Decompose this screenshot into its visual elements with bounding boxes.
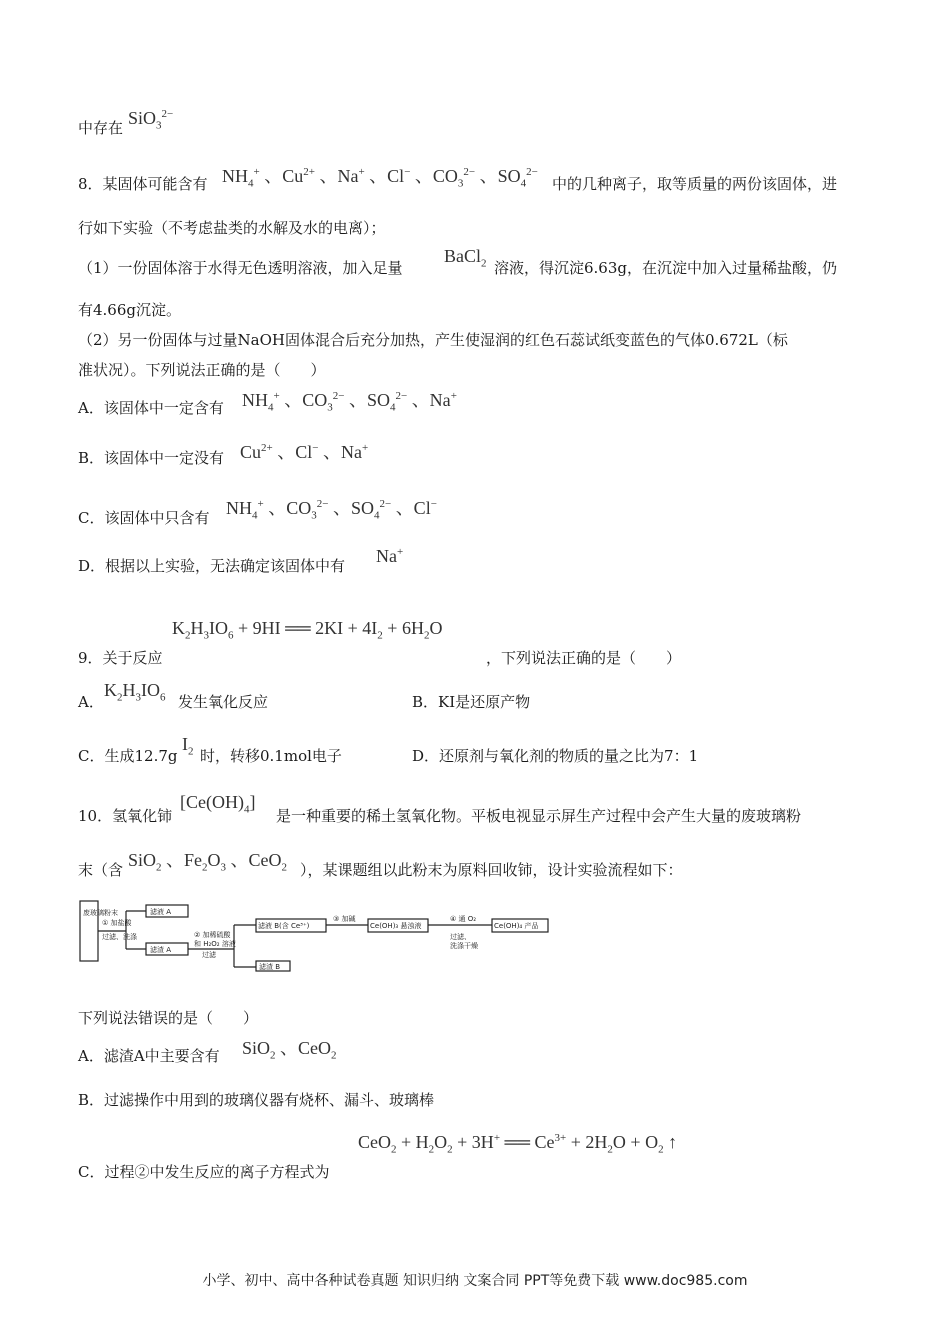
- formula-ceoh4: $[Ce(OH)_4]$: [180, 792, 256, 816]
- text: 末（含: [78, 861, 124, 879]
- text: 准状况）。下列说法正确的是（ ）: [78, 361, 326, 379]
- text: D．根据以上实验，无法确定该固体中有: [78, 557, 346, 575]
- formula-q9-equation: $K_2H_3IO_6 + 9HI$ ══ $2KI + 4I_2 + 6H_2O$: [172, 618, 443, 642]
- text: C．该固体中只含有: [78, 509, 210, 527]
- q9-stem: [78, 648, 163, 668]
- q10-line2-cont: [300, 860, 683, 880]
- text: B．过滤操作中用到的玻璃仪器有烧杯、漏斗、玻璃棒: [78, 1091, 435, 1109]
- q10-option-c[interactable]: [78, 1162, 329, 1182]
- q8-exp1-end: [78, 300, 181, 320]
- formula-q10-powder: SiO$_2$ 、$Fe_2O_3$ 、CeO$_2$: [128, 850, 288, 874]
- page-footer: 小学、初中、高中各种试卷真题 知识归纳 文案合同 PPT等免费下载 www.doc985.com: [202, 1273, 748, 1289]
- q8-ask: [78, 360, 326, 380]
- text: 时，转移0.1mol电子: [200, 747, 342, 765]
- formula-q9-a: $K_2H_3IO_6$: [104, 680, 166, 704]
- text: A．该固体中一定含有: [78, 399, 224, 417]
- flow-step2: ② 加稀硫酸: [194, 931, 231, 939]
- text: 8．某固体可能含有: [78, 175, 208, 193]
- formula-q10-a: SiO$_2$ 、CeO$_2$: [242, 1038, 337, 1062]
- flow-product: Ce(OH)₄ 产品: [494, 922, 539, 930]
- flow-residue-a: 滤渣 A: [150, 946, 172, 954]
- text: A．滤渣A中主要含有: [78, 1047, 220, 1065]
- formula-q10-c: $CeO_2 + H_2O_2 + 3H^+$ ══ $Ce^{3+} + 2H_2O + O_2$ ↑: [358, 1132, 678, 1156]
- text: D．还原剂与氧化剂的物质的量之比为7：1: [412, 747, 699, 765]
- text: 溶液，得沉淀6.63g，在沉淀中加入过量稀盐酸，仍: [494, 259, 838, 277]
- text: ），某课题组以此粉末为原料回收铈，设计实验流程如下：: [300, 861, 683, 879]
- text: 9．关于反应: [78, 649, 163, 667]
- q9-option-a-label[interactable]: [78, 692, 104, 712]
- q8-exp1-cont: [494, 258, 837, 278]
- text: C．过程②中发生反应的离子方程式为: [78, 1163, 330, 1181]
- process-flow-diagram: [78, 895, 573, 971]
- formula-sio3: SiO$_3^{2-}$: [128, 108, 174, 132]
- text: B．KI是还原产物: [412, 693, 531, 711]
- text: A．: [78, 693, 104, 711]
- q9-option-c[interactable]: [78, 746, 177, 766]
- q10-option-a[interactable]: [78, 1046, 220, 1066]
- formula-q8-ions: $NH_4^+$ 、$Cu^{2+}$ 、Na+ 、Cl− 、$CO_3^{2-}$ 、$SO_4^{2-}$: [222, 166, 538, 190]
- flow-residue-b: 滤渣 B: [259, 963, 281, 971]
- text-line: [78, 118, 123, 138]
- text: B．该固体中一定没有: [78, 449, 225, 467]
- flow-step1-b: 过滤、洗涤: [102, 933, 137, 941]
- q10-stem: [78, 806, 172, 826]
- q8-option-c[interactable]: [78, 508, 209, 528]
- flow-step3: ③ 加碱: [333, 915, 356, 923]
- text: 是一种重要的稀土氢氧化物。平板电视显示屏生产过程中会产生大量的废玻璃粉: [276, 807, 802, 825]
- formula-q8-a: $NH_4^+$ 、$CO_3^{2-}$ 、$SO_4^{2-}$ 、Na+: [242, 390, 457, 414]
- q10-line2: [78, 860, 123, 880]
- q8-option-d[interactable]: [78, 556, 345, 576]
- text: （1）一份固体溶于水得无色透明溶液，加入足量: [78, 259, 403, 277]
- flow-filtrate-b: 滤液 B(含 Ce³⁺): [258, 922, 310, 930]
- q8-stem: [78, 174, 208, 194]
- q8-option-a[interactable]: [78, 398, 224, 418]
- flow-step1: ① 加盐酸: [102, 919, 132, 927]
- q8-exp2: [78, 330, 788, 350]
- flow-step2-b: 和 H₂O₂ 溶液: [194, 940, 236, 948]
- formula-q8-b: $Cu^{2+}$ 、Cl− 、Na+: [240, 442, 369, 462]
- q8-stem-cont: [552, 174, 837, 194]
- q10-ask: [78, 1008, 258, 1028]
- q8-option-b[interactable]: [78, 448, 224, 468]
- flow-filtrate-a: 滤液 A: [150, 908, 172, 916]
- flow-step4: ④ 通 O₂: [450, 915, 477, 923]
- text: 10．氢氧化铈: [78, 807, 173, 825]
- text: 中的几种离子，取等质量的两份该固体，进: [552, 175, 838, 193]
- formula-bacl2: BaCl$_2$: [444, 246, 487, 270]
- formula-i2: $I_2$: [182, 734, 194, 758]
- formula-q8-c: $NH_4^+$ 、$CO_3^{2-}$ 、$SO_4^{2-}$ 、Cl−: [226, 498, 437, 522]
- q8-line: [78, 218, 386, 238]
- q10-stem-cont: [276, 806, 801, 826]
- q9-option-a[interactable]: [178, 692, 268, 712]
- q10-option-b[interactable]: [78, 1090, 434, 1110]
- flow-suspension: Ce(OH)₃ 悬浊液: [370, 922, 422, 930]
- flow-start: 废玻璃粉末: [83, 909, 118, 917]
- flow-step2-c: 过滤: [202, 951, 216, 959]
- text: 有4.66g沉淀。: [78, 301, 182, 319]
- text: （2）另一份固体与过量NaOH固体混合后充分加热，产生使湿润的红色石蕊试纸变蓝色的气体0.672L（标: [78, 331, 788, 349]
- q9-option-b[interactable]: [412, 692, 530, 712]
- text: C．生成12.7g: [78, 747, 178, 765]
- q9-stem-cont: [486, 648, 681, 668]
- text: 中存在: [78, 119, 124, 137]
- q8-exp1: [78, 258, 403, 278]
- text: 下列说法错误的是（ ）: [78, 1009, 259, 1027]
- q9-option-c-cont: [200, 746, 342, 766]
- text: 行如下实验（不考虑盐类的水解及水的电离）；: [78, 219, 386, 237]
- formula-q8-d: Na+: [376, 546, 404, 566]
- q9-option-d[interactable]: [412, 746, 698, 766]
- text: 发生氧化反应: [178, 693, 269, 711]
- flow-step4-b: 过滤、: [450, 933, 471, 941]
- text: ，下列说法正确的是（ ）: [486, 649, 682, 667]
- flow-step4-c: 洗涤干燥: [450, 942, 478, 950]
